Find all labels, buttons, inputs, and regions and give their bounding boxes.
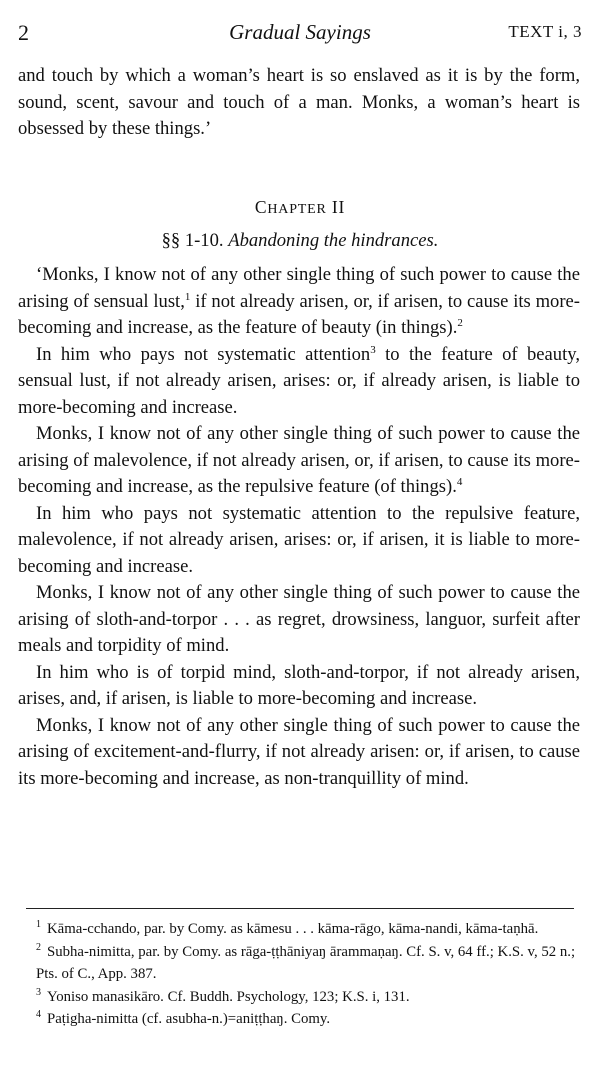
section-heading xyxy=(0,230,600,252)
footnote-marker: 1 xyxy=(36,919,41,931)
intro-paragraph: and touch by which a woman’s heart is so enslaved as it is by the form, sound, scent, savour and touch of a man. Monks, a woman’s heart is obsessed by these things.’ xyxy=(18,65,580,139)
chapter-number: II xyxy=(331,197,346,217)
paragraph xyxy=(18,342,580,422)
running-header xyxy=(18,20,582,50)
footnote-ref[interactable]: 4 xyxy=(456,475,463,488)
paragraph-text: if not already arisen, or, if arisen, to cause its more-becoming and increase, as the feature of beauty (in things). xyxy=(18,290,580,338)
paragraph xyxy=(18,421,580,501)
footnote xyxy=(18,1008,580,1031)
paragraph-text: to the feature of beauty, sensual lust, if not already arisen, arises: or, if already arisen, is liable to more-becoming and increase. xyxy=(18,343,580,418)
footnote-ref[interactable]: 2 xyxy=(457,316,463,329)
footnote-marker: 3 xyxy=(36,986,41,998)
text-reference: TEXT i, 3 xyxy=(508,22,582,41)
chapter-heading-initial: C xyxy=(254,197,268,217)
footnote xyxy=(18,986,580,1009)
paragraph xyxy=(18,580,580,660)
paragraph xyxy=(18,660,580,713)
footnotes xyxy=(18,918,580,1031)
paragraph-text: Monks, I know not of any other single thing of such power to cause the arising of malevolence, if not already arisen, or, if arisen, to cause its more-becoming and increase, as the repulsive feature (of things). xyxy=(18,423,580,497)
footnote xyxy=(18,918,580,941)
footnote-marker: 4 xyxy=(36,1009,41,1021)
section-number: §§ 1-10. xyxy=(161,230,224,251)
footnote-ref[interactable]: 1 xyxy=(184,290,191,303)
paragraph xyxy=(18,713,580,793)
paragraph-text: In him who pays not systematic attention to the repulsive feature, malevolence, if not already arisen, arises: or, if arisen, it is liable to more-becoming and increase. xyxy=(18,502,580,577)
footnote-text: Yoniso manasikāro. Cf. Buddh. Psychology, 123; K.S. i, 131. xyxy=(47,988,410,1005)
paragraph xyxy=(18,501,580,581)
main-text xyxy=(18,262,580,792)
chapter-heading xyxy=(0,197,600,218)
footnote-ref[interactable]: 3 xyxy=(370,343,376,356)
chapter-heading-word: HAPTER xyxy=(267,202,327,217)
page-number: 2 xyxy=(18,20,29,45)
paragraph-text: Monks, I know not of any other single thing of such power to cause the arising of sloth-and-torpor . . . as regret, drowsiness, languor, surfeit after meals and torpidity of mind. xyxy=(18,582,580,656)
paragraph-text: ‘Monks, I know not of any other single thing of such power to cause the arising of sensual lust, xyxy=(18,264,580,312)
section-title: Abandoning the hindrances. xyxy=(228,230,439,251)
footnote-text: Paṭigha-nimitta (cf. asubha-n.)=aniṭṭhaŋ. Comy. xyxy=(47,1011,331,1027)
footnote-text: Kāma-cchando, par. by Comy. as kāmesu . . . kāma-rāgo, kāma-nandi, kāma-taṇhā. xyxy=(47,921,539,937)
footnote-divider xyxy=(26,908,574,909)
footnote xyxy=(18,941,580,986)
paragraph-text: Monks, I know not of any other single thing of such power to cause the arising of excitement-and-flurry, if not already arisen: or, if arisen, to cause its more-becoming and increase, as non-tranquillity of mind. xyxy=(18,714,580,789)
running-title: Gradual Sayings xyxy=(229,20,371,44)
paragraph-text: In him who pays not systematic attention xyxy=(36,343,371,365)
paragraph-text: In him who is of torpid mind, sloth-and-torpor, if not already arisen, arises, and, if arisen, is liable to more-becoming and increase. xyxy=(18,661,580,709)
paragraph xyxy=(18,262,580,342)
footnote-text: Subha-nimitta, par. by Comy. as rāga-ṭṭhāniyaŋ ārammaṇaŋ. Cf. S. v, 64 ff.; K.S. v, 52 n.; Pts. of C., App. 387. xyxy=(36,943,576,982)
footnote-marker: 2 xyxy=(36,941,41,953)
